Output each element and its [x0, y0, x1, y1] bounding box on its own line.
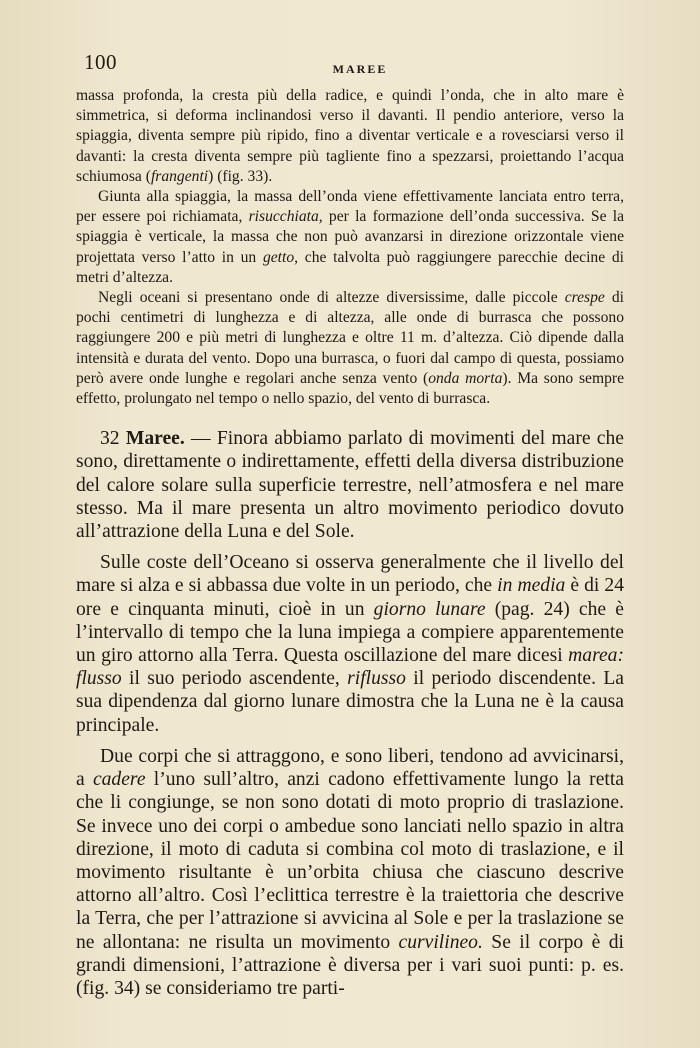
italic-text: giorno lunare: [373, 598, 486, 620]
italic-text: curvilineo.: [398, 931, 483, 953]
paragraph: [76, 187, 624, 288]
text-run: ) (fig. 33).: [208, 167, 273, 185]
section-title: Maree.: [125, 428, 185, 450]
text-run: per la formazione dell’onda successiva. Se la spiaggia è verticale, la massa che non può avanzarsi in direzione orizzontale viene projettata verso l’atto in un: [76, 208, 624, 266]
text-run: Se il corpo è di grandi dimensioni, l’attrazione è diversa per i vari suoi punti: p. es. (fig. 34) se consideriamo tre parti-: [76, 931, 624, 999]
page-number: 100: [84, 50, 117, 74]
text-run: è di 24 ore e cinquanta minuti, cioè in un: [76, 575, 624, 620]
section-heading-paragraph: [76, 427, 624, 543]
paragraph: [76, 551, 624, 737]
text-run: che talvolta può raggiungere parecchie decine di metri d’altezza.: [76, 248, 624, 286]
paragraph: [76, 86, 624, 187]
italic-text: riflusso: [347, 668, 406, 690]
text-run: ). Ma sono sempre effetto, prolungato nel tempo o nello spazio, del vento di burrasca.: [76, 369, 625, 408]
section-intro: — Finora abbiamo parlato di movimenti del mare che sono, direttamente o indirettamente, effetti della diversa distribuzione del calore solare sulla superficie terrestre, nell’atmosfera e nel mare stesso. Ma il mare presenta un altro movimento periodico dovuto all’attrazione della Luna e del Sole.: [76, 428, 624, 543]
italic-text: crespe: [564, 289, 605, 307]
text-run: Due corpi che si attraggono, e sono liberi, tendono ad avvicinarsi, a: [76, 745, 624, 791]
text-run: l’uno sull’altro, anzi cadono effettivamente lungo la retta che li congiunge, se non sono dotati di moto proprio di traslazione. Se invece uno dei corpi o ambedue sono lanciati nello spazio in altra direzione, il moto di caduta si combina col moto di traslazione, e il movimento risultante è un’orbita chiusa che ciascuno descrive attorno all’altro. Così l’eclittica terrestre è la traiettoria che descrive la Terra, che per l’attrazione si avvicina al Sole e per la traslazione se ne allontana: ne risulta un movimento: [76, 769, 624, 953]
italic-text: marea: flusso: [76, 645, 624, 690]
italic-text: onda morta: [428, 369, 503, 387]
running-head: MAREE: [332, 62, 388, 76]
text-run: Giunta alla spiaggia, la massa dell’onda viene effettivamente lanciata entro terra, per essere poi richiamata,: [76, 188, 624, 226]
text-run: il periodo discendente. La sua dipendenza dal giorno lunare dimostra che la Luna ne è la causa principale.: [76, 668, 624, 736]
italic-text: frangenti: [150, 167, 209, 185]
text-run: (pag. 24) che è l’intervallo di tempo che la luna impiega a compiere apparentemente un giro attorno alla Terra. Questa oscillazione del mare dicesi: [76, 598, 624, 667]
italic-text: in media: [497, 575, 566, 597]
text-run: Sulle coste dell’Oceano si osserva generalmente che il livello del mare si alza e si abbassa due volte in un periodo, che: [76, 552, 624, 597]
text-run: massa profonda, la cresta più della radice, e quindi l’onda, che in alto mare è simmetrica, si deforma inclinandosi verso il davanti. Il pendio anteriore, verso la spiaggia, diventa sempre più ripido, fino a diventar verticale e a rovesciarsi verso il davanti: la cresta diventa sempre più tagliente fino a spezzarsi, proiettando l’acqua schiumosa (: [76, 87, 624, 185]
italic-text: cadere: [92, 769, 146, 791]
section-number: 32: [100, 428, 120, 450]
text-run: il suo periodo ascendente,: [121, 668, 348, 690]
small-text-block: [76, 86, 624, 409]
paragraph: [76, 745, 624, 1000]
text-run: di pochi centimetri di lunghezza e di altezza, alle onde di burrasca che possono raggiungere 200 e più metri di lunghezza e oltre 11 m. d’altezza. Ciò dipende dalla intensità e durata del vento. Dopo una burrasca, o fuori dal campo di questa, possiamo però avere onde lunghe e regolari anche senza vento (: [76, 289, 624, 387]
paragraph: [76, 288, 624, 409]
italic-text: getto,: [262, 248, 299, 266]
page-body: [76, 86, 624, 1008]
large-text-block: [76, 427, 624, 1000]
text-run: Negli oceani si presentano onde di altezze diversissime, dalle piccole: [98, 289, 565, 307]
italic-text: risucchiata,: [248, 208, 323, 226]
